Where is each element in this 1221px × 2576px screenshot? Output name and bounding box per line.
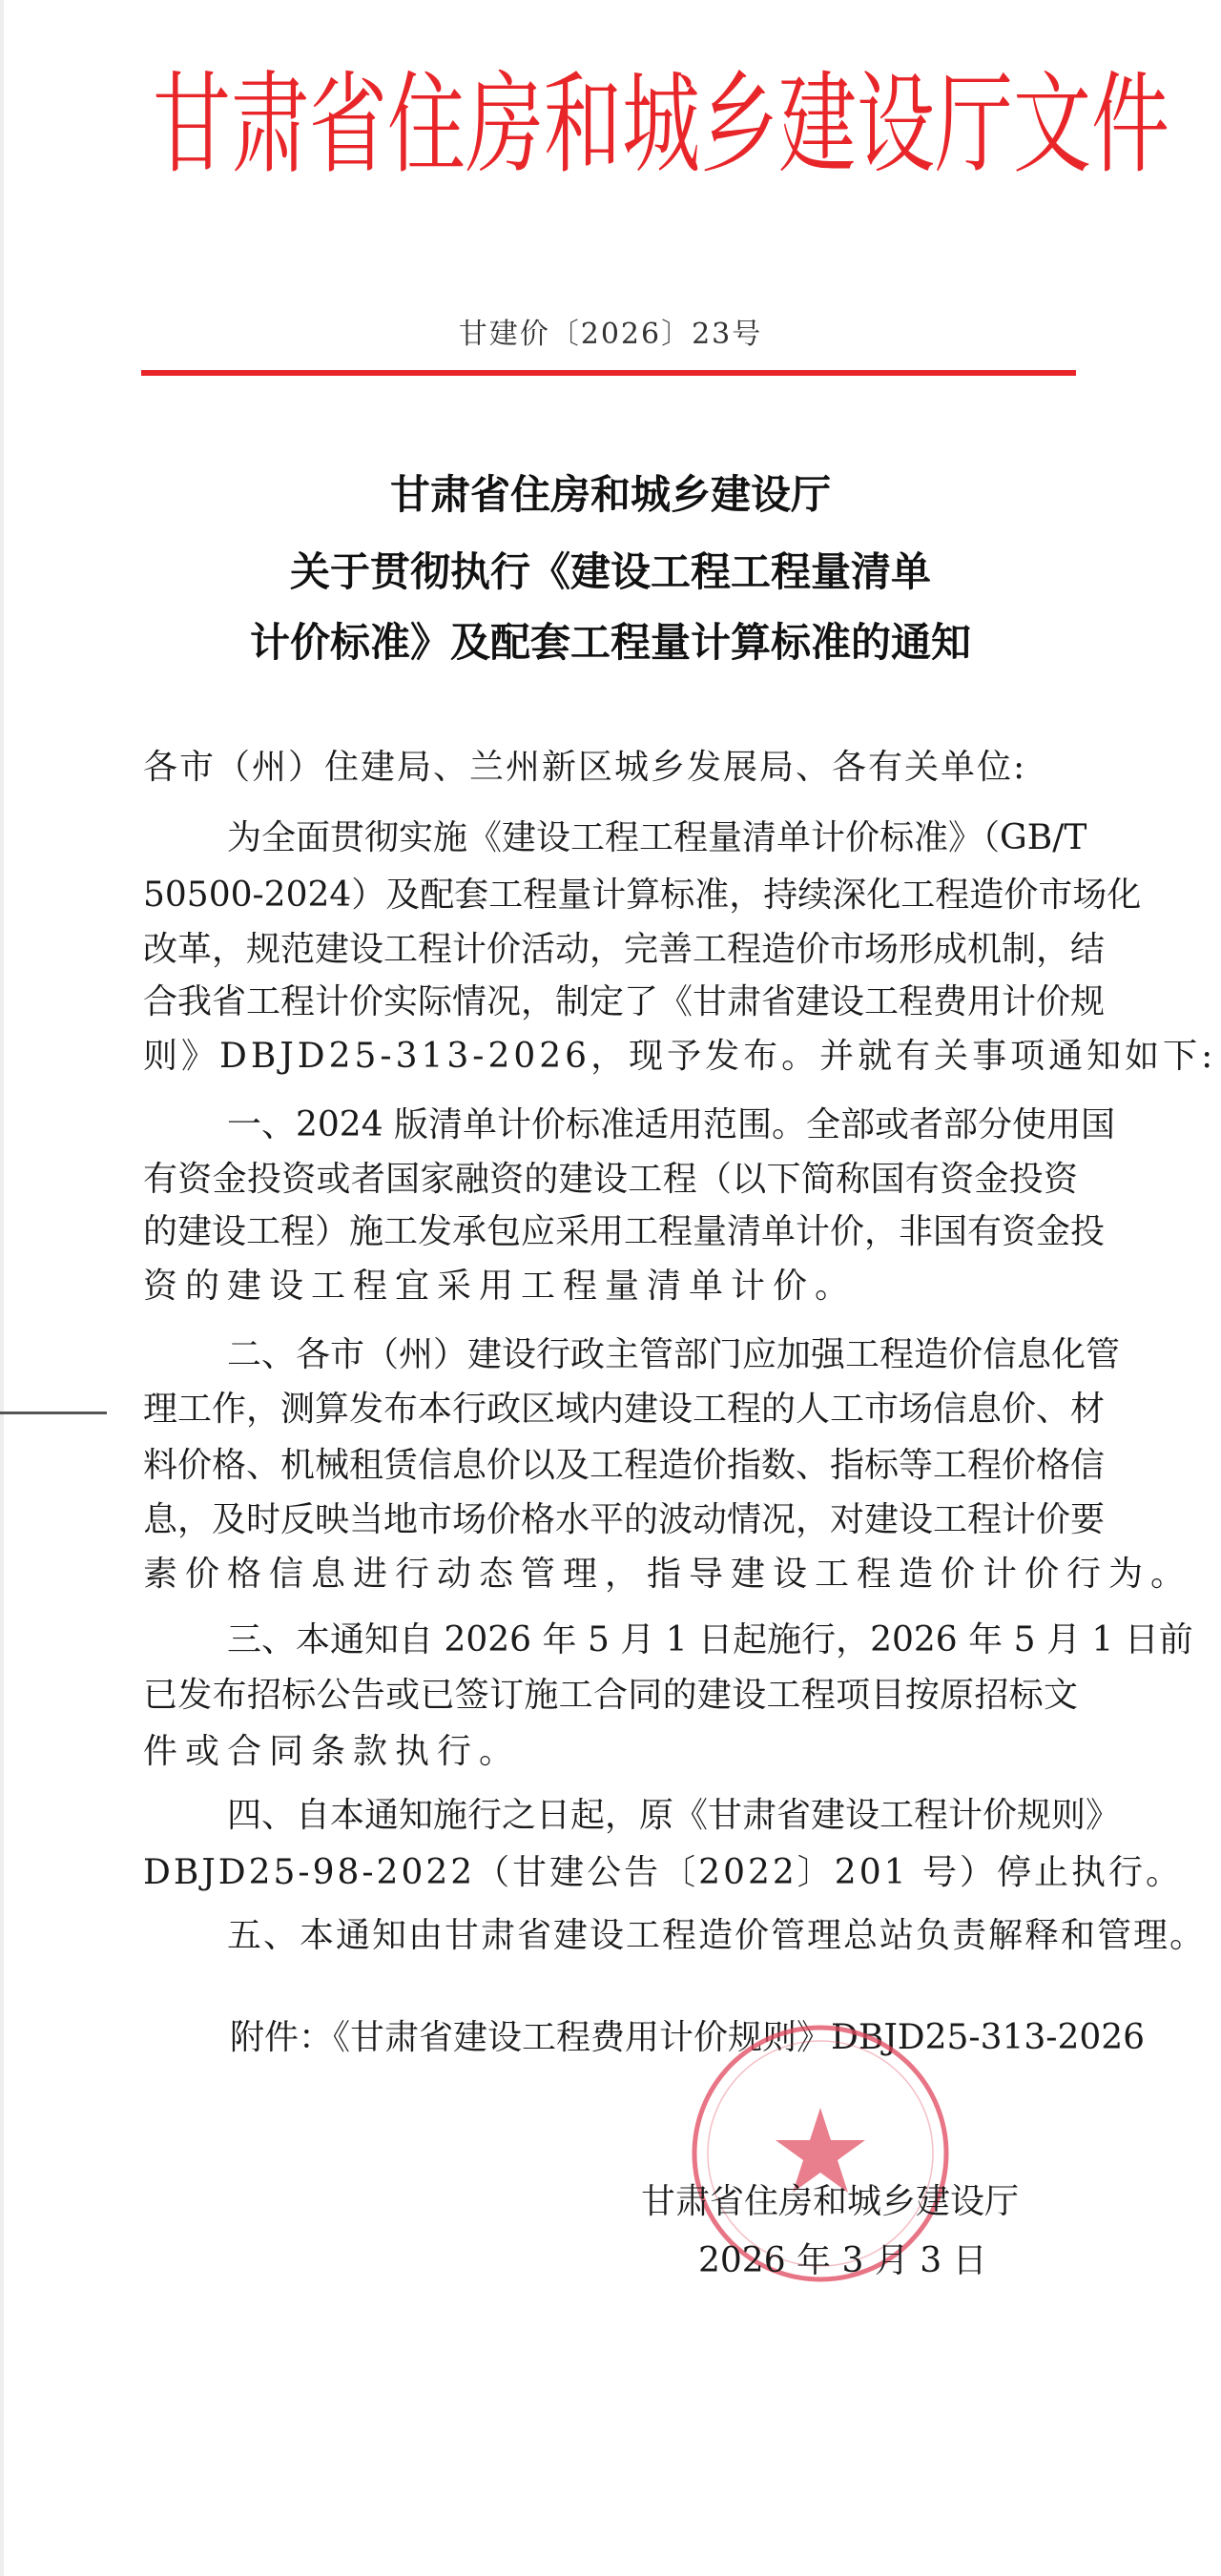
body-line: 二、各市（州）建设行政主管部门应加强工程造价信息化管 (227, 1335, 1121, 1374)
body-line: 料价格、机械租赁信息价以及工程造价指数、指标等工程价格信 (143, 1446, 1106, 1485)
body-line: 改革，规范建设工程计价活动，完善工程造价市场形成机制，结 (143, 930, 1106, 969)
body-line: 一、2024 版清单计价标准适用范围。全部或者部分使用国 (227, 1105, 1116, 1144)
document-number: 甘建价〔2026〕23号 (458, 318, 763, 351)
body-line: 则》DBJD25-313-2026，现予发布。并就有关事项通知如下: (143, 1037, 1217, 1076)
body-line: 息，及时反映当地市场价格水平的波动情况，对建设工程计价要 (143, 1500, 1106, 1539)
body-line: 合我省工程计价实际情况，制定了《甘肃省建设工程费用计价规 (143, 982, 1106, 1021)
body-line: 件或合同条款执行。 (143, 1732, 522, 1771)
body-line: DBJD25-98-2022（甘建公告〔2022〕201 号）停止执行。 (143, 1853, 1183, 1892)
body-line: 已发布招标公告或已签订施工合同的建设工程项目按原招标文 (143, 1676, 1078, 1715)
body-line: 50500-2024）及配套工程量计算标准，持续深化工程造价市场化 (143, 876, 1142, 915)
body-line: 的建设工程）施工发承包应采用工程量清单计价，非国有资金投 (143, 1212, 1106, 1251)
red-header-title: 甘肃省住房和城乡建设厅文件 (153, 61, 1170, 189)
red-divider (141, 370, 1076, 376)
binding-mark (0, 1412, 107, 1414)
attachment-line: 附件：《甘肃省建设工程费用计价规则》DBJD25-313-2026 (230, 2018, 1146, 2057)
body-line: 有资金投资或者国家融资的建设工程（以下简称国有资金投资 (143, 1160, 1078, 1199)
title-line-3: 计价标准》及配套工程量计算标准的通知 (249, 619, 971, 666)
body-line: 五、本通知由甘肃省建设工程造价管理总站负责解释和管理。 (227, 1916, 1207, 1955)
signature-org: 甘肃省住房和城乡建设厅 (641, 2182, 1020, 2221)
salutation: 各市（州）住建局、兰州新区城乡发展局、各有关单位: (143, 748, 1027, 787)
body-line: 三、本通知自 2026 年 5 月 1 日起施行，2026 年 5 月 1 日前 (227, 1620, 1193, 1659)
title-line-1: 甘肃省住房和城乡建设厅 (389, 471, 831, 518)
body-line: 理工作，测算发布本行政区域内建设工程的人工市场信息价、材 (143, 1390, 1106, 1429)
body-line: 素价格信息进行动态管理，指导建设工程造价计价行为。 (143, 1555, 1193, 1594)
body-line: 资的建设工程宜采用工程量清单计价。 (143, 1267, 858, 1306)
scan-edge (0, 0, 4, 2576)
signature-date: 2026 年 3 月 3 日 (698, 2241, 987, 2280)
body-line: 为全面贯彻实施《建设工程工程量清单计价标准》（GB/T (227, 818, 1087, 857)
body-line: 四、自本通知施行之日起，原《甘肃省建设工程计价规则》 (227, 1796, 1121, 1835)
title-line-2: 关于贯彻执行《建设工程工程量清单 (289, 548, 931, 595)
